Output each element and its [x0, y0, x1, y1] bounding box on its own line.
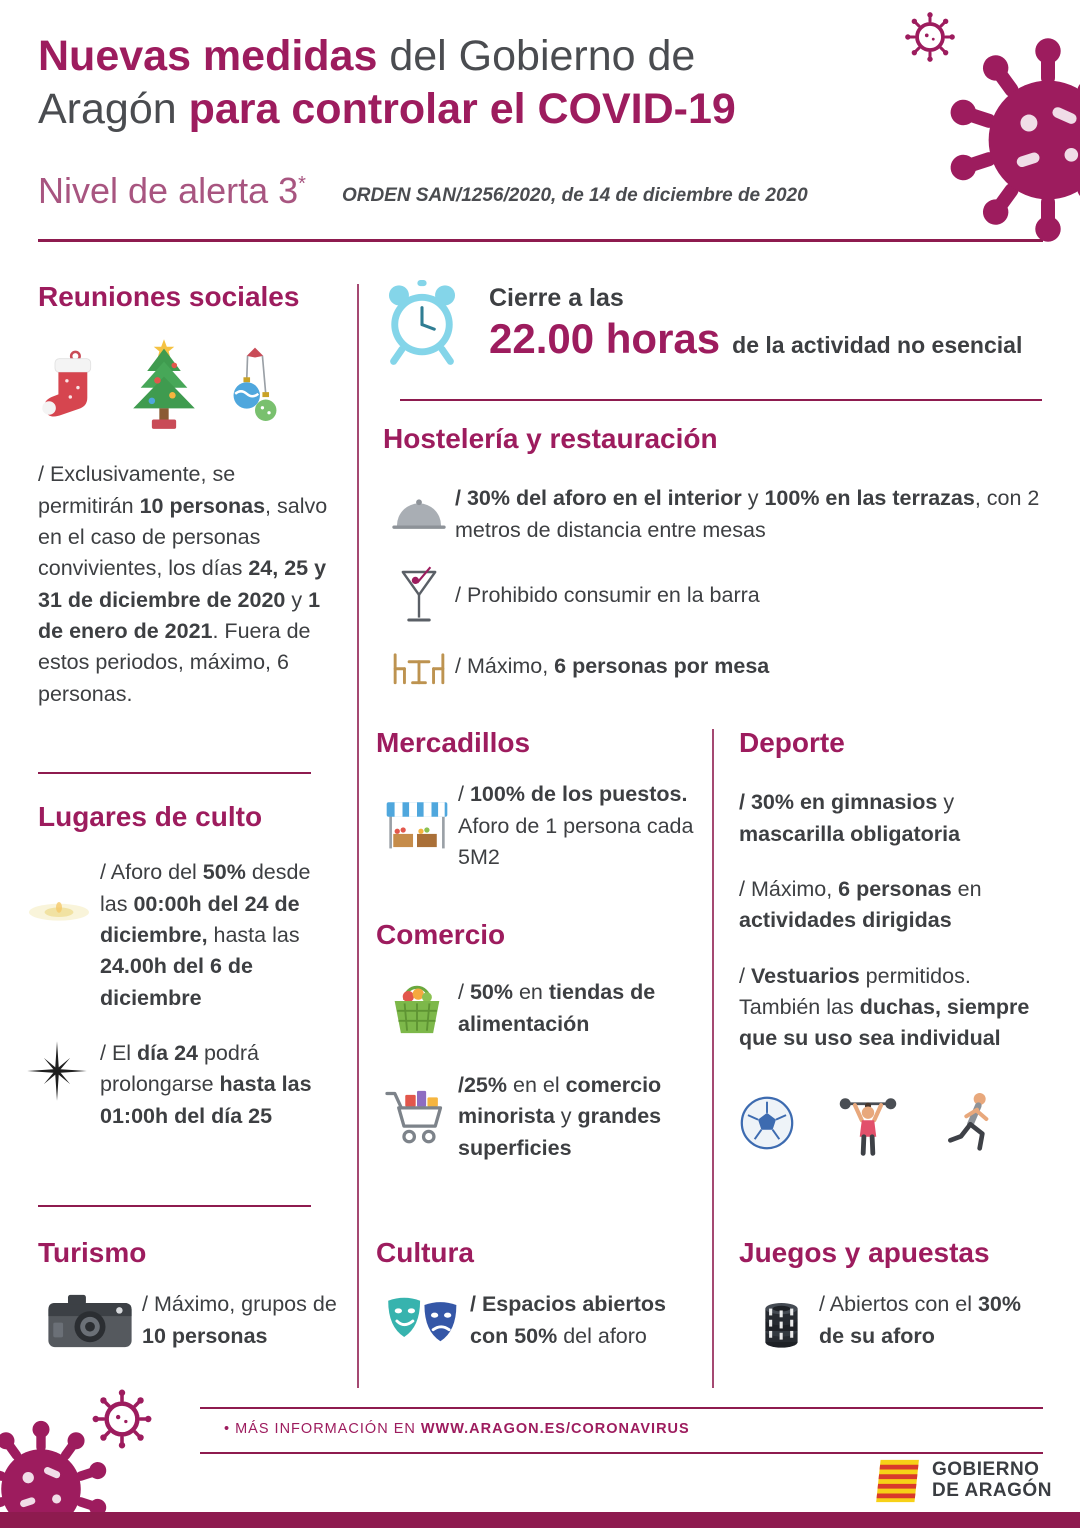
- closing-line1: Cierre a las: [489, 284, 624, 312]
- star-icon: [26, 1040, 88, 1102]
- cloche-icon: [390, 496, 448, 534]
- camera-icon: [45, 1290, 135, 1352]
- mercadillos-item-1-text: / 100% de los puestos. Aforo de 1 persona cada 5M2: [458, 782, 694, 869]
- comercio-item-2-text: /25% en el comercio minorista y grandes superficies: [458, 1072, 662, 1160]
- culto-item-1-text: / Aforo del 50% desde las 00:00h del 24 de diciembre, hasta las 24.00h del 6 de diciembre: [100, 860, 311, 1010]
- section-mercadillos: [376, 727, 700, 873]
- market-stall-icon: [384, 797, 450, 855]
- alert-asterisk: *: [298, 173, 306, 195]
- alert-level: Nivel de alerta 3*: [38, 170, 306, 211]
- section-title: Deporte: [739, 727, 845, 758]
- candle-glow-icon: [26, 893, 92, 929]
- footer-info-prefix: MÁS INFORMACIÓN EN: [230, 1421, 421, 1437]
- hosteleria-item-1: [383, 483, 1043, 546]
- hosteleria-item-2-text: / Prohibido consumir en la barra: [455, 583, 760, 608]
- footer-info: [224, 1421, 690, 1437]
- poker-chips-icon: [748, 1292, 810, 1350]
- mercadillos-item-1: [376, 779, 700, 873]
- reuniones-text: / Exclusivamente, se permitirán 10 personas, salvo en el caso de personas convivientes, los días 24, 25 y 31 de diciembre de 2020 y 1 de enero de 2021. Fuera de estos periodos, máximo, 6 personas.: [38, 462, 328, 706]
- section-turismo: [38, 1237, 348, 1352]
- section-comercio: [376, 919, 708, 1164]
- column-divider: [712, 729, 714, 1388]
- culto-item-2: [38, 1038, 338, 1132]
- section-title: Turismo: [38, 1237, 147, 1268]
- hosteleria-item-1-text: / 30% del aforo en el interior y 100% en las terrazas, con 2 metros de distancia entre mesas: [455, 486, 1040, 542]
- hosteleria-item-2: [383, 566, 1043, 626]
- table-chairs-icon: [387, 646, 451, 688]
- section-title: Comercio: [376, 919, 506, 950]
- gobierno-aragon-logo: [876, 1458, 1052, 1504]
- hosteleria-item-3-text: / Máximo, 6 personas por mesa: [455, 654, 770, 679]
- title-plain-2: Aragón: [38, 85, 189, 134]
- runner-icon: [941, 1087, 1001, 1159]
- grocery-basket-icon: [386, 981, 448, 1037]
- column-divider: [357, 284, 359, 1388]
- title-accent-1: Nuevas medidas: [38, 32, 378, 80]
- section-cultura: [376, 1237, 708, 1352]
- ornaments-icon: [222, 343, 288, 433]
- logo-text: GOBIERNO DE ARAGÓN: [932, 1459, 1052, 1501]
- section-title: Mercadillos: [376, 727, 531, 758]
- deporte-item-3-text: / Vestuarios permitidos. También las duchas, siempre que su uso sea individual: [739, 963, 1030, 1051]
- divider: [38, 772, 311, 774]
- order-reference: ORDEN SAN/1256/2020, de 14 de diciembre de 2020: [341, 185, 808, 206]
- sports-icons-row: [739, 1087, 1045, 1159]
- stocking-icon: [38, 349, 106, 433]
- section-title: Cultura: [376, 1237, 474, 1268]
- footer-divider-bottom: [200, 1452, 1043, 1454]
- divider: [38, 1205, 311, 1207]
- theater-masks-icon: [382, 1292, 464, 1350]
- title-plain-1: del Gobierno de: [377, 32, 696, 80]
- closing-suffix: de la actividad no esencial: [732, 332, 1023, 358]
- bottom-bar: [0, 1512, 1080, 1528]
- culto-item-1: [38, 857, 338, 1014]
- section-hosteleria: [383, 423, 1043, 688]
- turismo-item-1-text: / Máximo, grupos de 10 personas: [142, 1292, 337, 1348]
- christmas-icons-row: [38, 333, 334, 433]
- section-juegos-y-apuestas: [739, 1237, 1045, 1352]
- divider: [400, 399, 1042, 401]
- deporte-item-1-text: / 30% en gimnasios y mascarilla obligatoria: [739, 790, 961, 846]
- deporte-item-2-text: / Máximo, 6 personas en actividades dirigidas: [739, 876, 982, 933]
- comercio-item-1-text: / 50% en tiendas de alimentación: [458, 980, 656, 1036]
- footer-divider-top: [200, 1407, 1043, 1409]
- cultura-item-1-text: / Espacios abiertos con 50% del aforo: [470, 1292, 666, 1348]
- title-accent-2: para controlar el COVID-19: [188, 85, 736, 134]
- footer-info-link[interactable]: WWW.ARAGON.ES/CORONAVIRUS: [420, 1421, 690, 1437]
- closing-time: 22.00 horas: [489, 315, 721, 362]
- alarm-clock-icon: [383, 280, 461, 366]
- section-deporte: [739, 727, 1045, 1159]
- page-title: [38, 30, 918, 137]
- shopping-cart-icon: [384, 1087, 450, 1147]
- aragon-flag-icon: [876, 1458, 922, 1504]
- comercio-item-2: [376, 1070, 708, 1164]
- weightlifter-icon: [837, 1087, 899, 1159]
- comercio-item-1: [376, 977, 708, 1040]
- footer-bullet: •: [224, 1421, 231, 1437]
- section-title: Hostelería y restauración: [383, 423, 718, 454]
- section-title: Lugares de culto: [38, 801, 263, 832]
- juegos-item-1-text: / Abiertos con el 30% de su aforo: [819, 1292, 1021, 1348]
- hosteleria-item-3: [383, 646, 1043, 688]
- soccer-ball-icon: [739, 1095, 795, 1151]
- header-divider: [38, 239, 1043, 242]
- section-reuniones-sociales: [38, 281, 334, 710]
- cultura-item-1: [376, 1289, 708, 1352]
- coronavirus-icon: [942, 34, 1080, 246]
- section-lugares-de-culto: [38, 801, 338, 1132]
- header-subtitle: [38, 170, 808, 212]
- turismo-item-1: [38, 1289, 348, 1352]
- juegos-item-1: [739, 1289, 1045, 1352]
- closing-time-banner: [383, 280, 1043, 366]
- section-title: Juegos y apuestas: [739, 1237, 990, 1268]
- culto-item-2-text: / El día 24 podrá prolongarse hasta las 01:00h del día 25: [100, 1041, 312, 1128]
- section-title: Reuniones sociales: [38, 281, 300, 312]
- christmas-tree-icon: [122, 337, 206, 433]
- cocktail-icon: [398, 566, 440, 626]
